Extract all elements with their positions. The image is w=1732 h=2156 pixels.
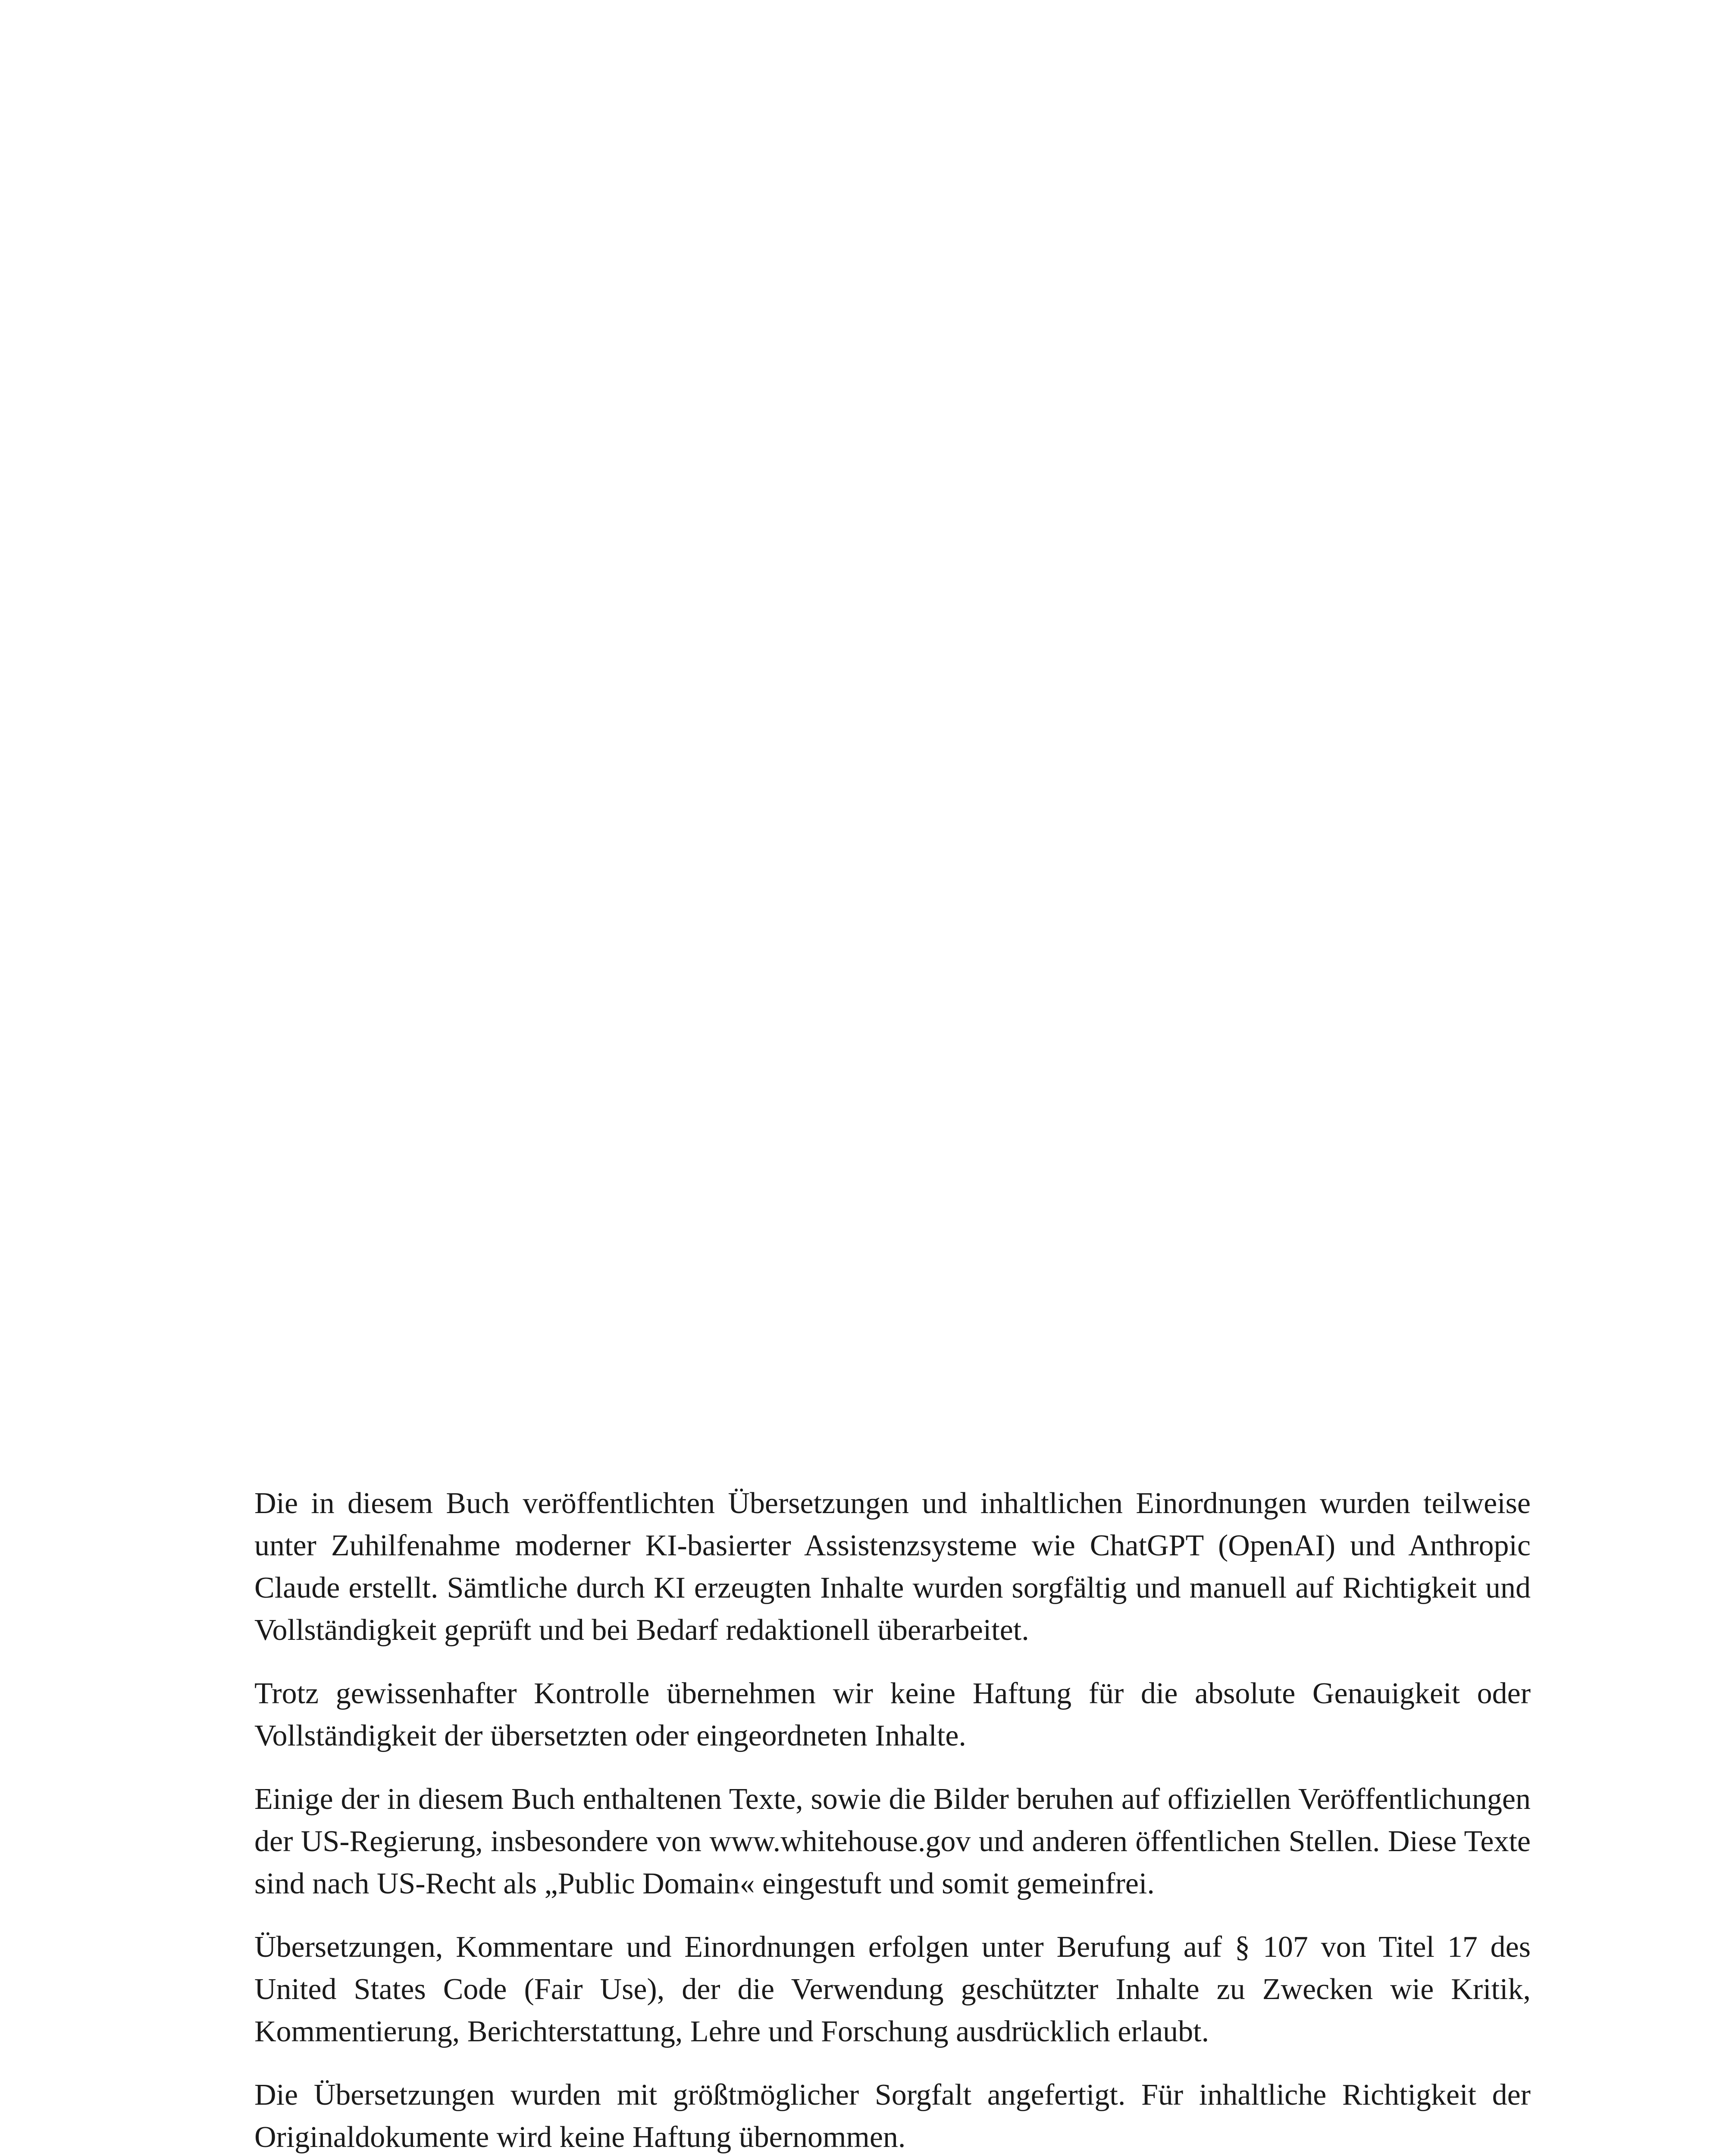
disclaimer-text-block [254,1482,1531,2156]
paragraph-ai-assistance: Die in diesem Buch veröffentlichten Übersetzungen und inhaltlichen Einordnungen wurden teilweise unter Zuhilfenahme moderner KI-basierter Assistenzsysteme wie ChatGPT (OpenAI) und Anthropic Claude erstellt. Sämtliche durch KI erzeugten Inhalte wurden sorgfältig und manuell auf Richtigkeit und Vollständigkeit geprüft und bei Bedarf redaktionell überarbeitet. [254,1487,1531,1647]
paragraph-fair-use: Übersetzungen, Kommentare und Einordnungen erfolgen unter Berufung auf § 107 von Titel 17 des United States Code (Fair Use), der die Verwendung geschützter Inhalte zu Zwecken wie Kritik, Kommentierung, Berichterstattung, Lehre und Forschung ausdrücklich erlaubt. [254,1930,1531,2048]
paragraph-public-domain: Einige der in diesem Buch enthaltenen Texte, sowie die Bilder beruhen auf offiziellen Veröffentlichungen der US-Regierung, insbesondere von www.whitehouse.gov und anderen öffentlichen Stellen. Diese Texte sind nach US-Recht als „Public Domain« eingestuft und somit gemeinfrei. [254,1783,1531,1900]
paragraph-liability-translation: Trotz gewissenhafter Kontrolle übernehmen wir keine Haftung für die absolute Genauigkeit oder Vollständigkeit der übersetzten oder eingeordneten Inhalte. [254,1677,1531,1752]
paragraph-liability-originals: Die Übersetzungen wurden mit größtmöglicher Sorgfalt angefertigt. Für inhaltliche Richtigkeit der Originaldokumente wird keine Haftung übernommen. [254,2078,1531,2154]
